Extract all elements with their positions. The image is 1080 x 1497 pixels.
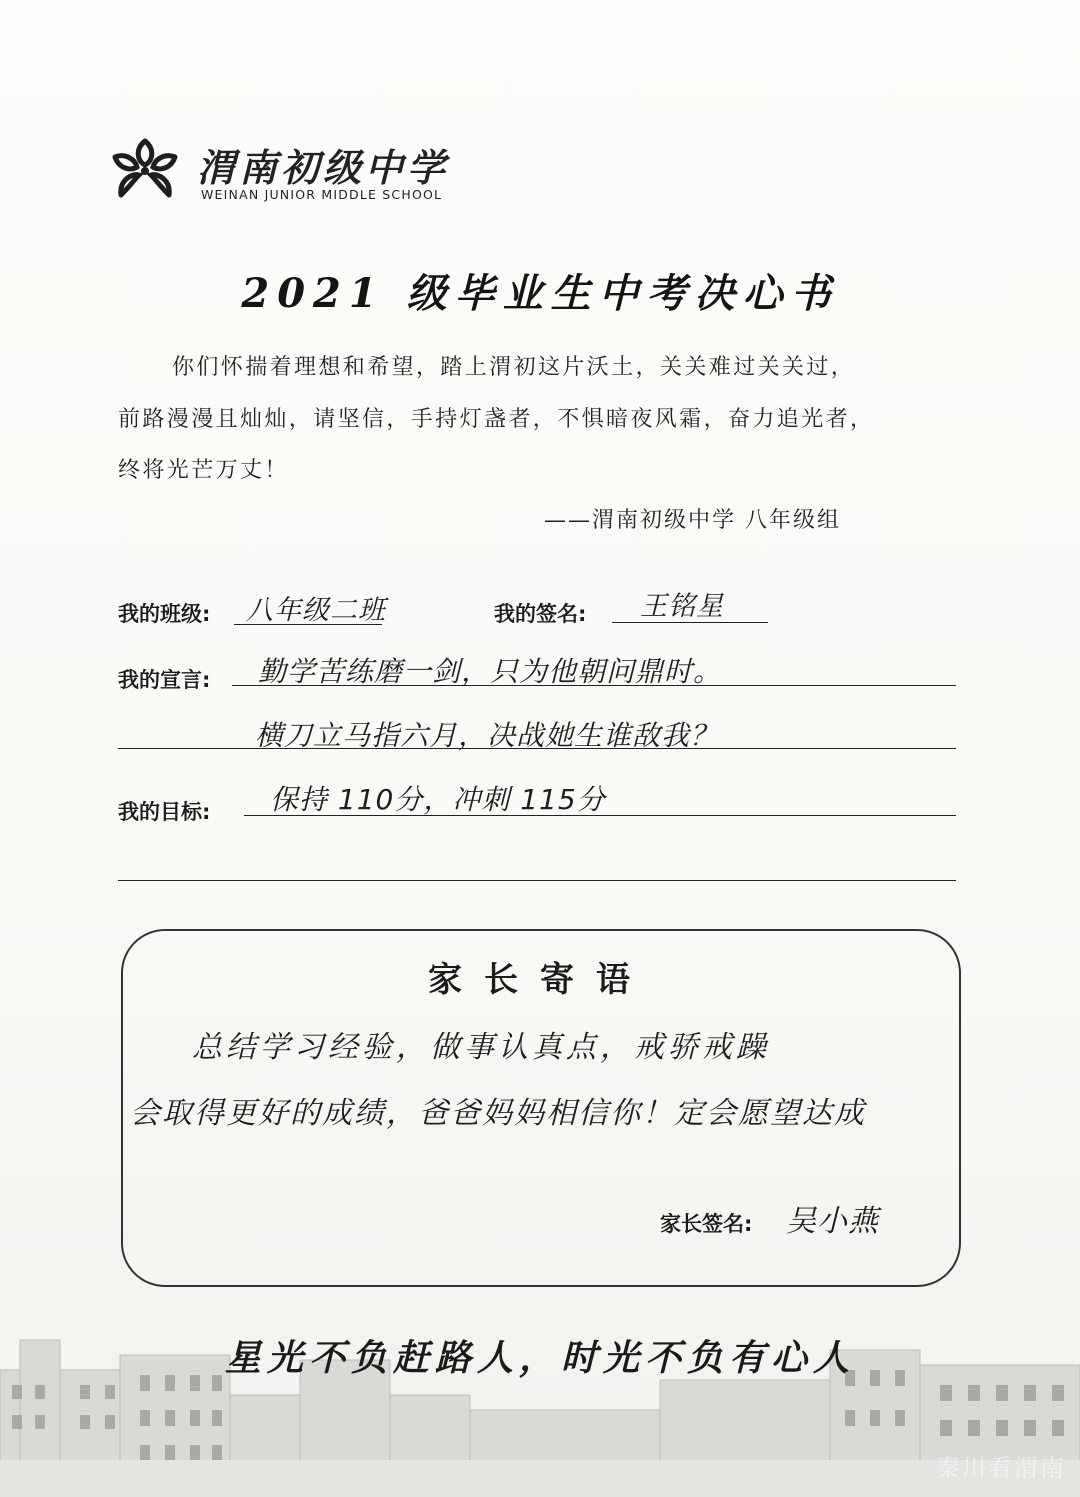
parent-signature: 吴小燕 bbox=[786, 1204, 879, 1239]
declaration-line-1: 勤学苦练磨一剑，只为他朝问鼎时。 bbox=[258, 655, 723, 688]
school-logo bbox=[105, 135, 485, 215]
extra-underline bbox=[118, 880, 956, 881]
page-title: 2021 级毕业生中考决心书 bbox=[241, 270, 839, 317]
declaration-line-2: 横刀立马指六月，决战她生谁敌我？ bbox=[255, 719, 720, 752]
student-signature: 王铭星 bbox=[640, 591, 724, 622]
intro-signature: ——渭南初级中学 八年级组 bbox=[544, 508, 841, 533]
parent-message-heading: 家长寄语 bbox=[428, 960, 652, 1000]
watermark: 秦川看渭南 bbox=[936, 1454, 1066, 1482]
parent-message-line-2: 会取得更好的成绩，爸爸妈妈相信你！定会愿望达成 bbox=[130, 1096, 866, 1131]
intro-line-2: 前路漫漫且灿灿，请坚信，手持灯盏者，不惧暗夜风霜，奋力追光者， bbox=[118, 407, 875, 432]
intro-line-1: 你们怀揣着理想和希望，踏上渭初这片沃土，关关难过关关过， bbox=[172, 355, 856, 380]
declaration-label: 我的宣言: bbox=[118, 668, 211, 692]
class-label: 我的班级: bbox=[118, 602, 211, 626]
intro-line-3: 终将光芒万丈！ bbox=[118, 458, 289, 483]
signature-label: 我的签名: bbox=[494, 602, 587, 626]
goal-label: 我的目标: bbox=[118, 800, 211, 824]
goal-value: 保持 110分，冲刺 115分 bbox=[270, 783, 606, 816]
motto: 星光不负赶路人，时光不负有心人 bbox=[224, 1337, 855, 1379]
flower-logo-icon bbox=[105, 135, 185, 207]
school-name-chinese: 渭南初级中学 bbox=[197, 145, 450, 190]
parent-signature-label: 家长签名: bbox=[660, 1212, 753, 1236]
class-value: 八年级二班 bbox=[246, 595, 386, 626]
school-name-english: WEINAN JUNIOR MIDDLE SCHOOL bbox=[201, 187, 443, 202]
parent-message-line-1: 总结学习经验，做事认真点，戒骄戒躁 bbox=[192, 1030, 770, 1065]
